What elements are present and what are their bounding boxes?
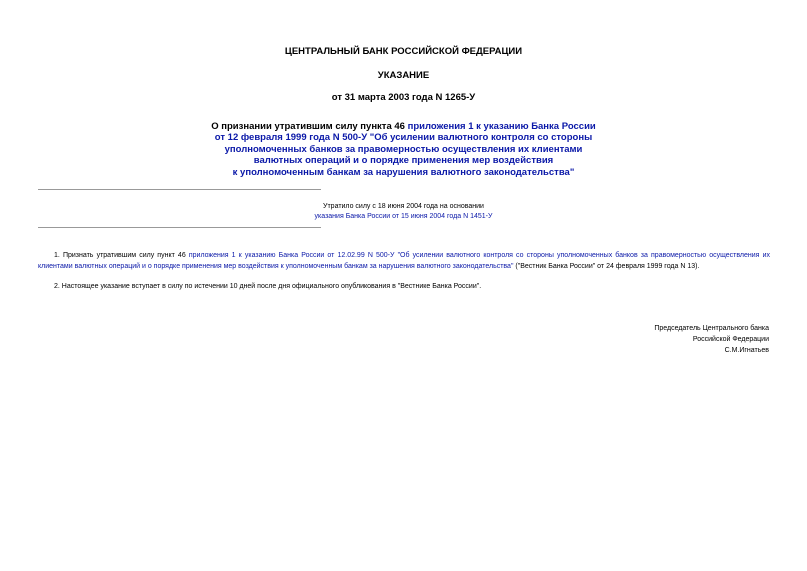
issuing-organization: ЦЕНТРАЛЬНЫЙ БАНК РОССИЙСКОЙ ФЕДЕРАЦИИ	[284, 46, 523, 57]
document-type: УКАЗАНИЕ	[377, 70, 430, 81]
document-title	[0, 121, 807, 178]
title-link[interactable]: уполномоченных банков за правомерностью осуществления их клиентами	[224, 143, 583, 155]
status-note: Утратило силу с 18 июня 2004 года на основании	[323, 203, 484, 210]
title-link[interactable]: от 12 февраля 1999 года N 500-У "Об усилении валютного контроля со стороны	[214, 132, 593, 144]
title-line	[0, 132, 807, 143]
paragraph-1-prefix: 1. Признать утратившим силу пункт 46	[54, 252, 189, 259]
title-line	[0, 121, 807, 132]
title-link[interactable]: к уполномоченным банкам за нарушения валютного законодательства"	[232, 166, 575, 178]
document-date-number: от 31 марта 2003 года N 1265-У	[331, 92, 476, 103]
title-line	[0, 155, 807, 166]
title-line	[0, 144, 807, 155]
paragraph-1	[38, 250, 770, 272]
paragraph-2: 2. Настоящее указание вступает в силу по истечении 10 дней после дня официального опубликования в "Вестнике Банка России".	[54, 283, 482, 290]
title-link[interactable]: валютных операций и о порядке применения мер воздействия	[253, 155, 554, 167]
status-link[interactable]: указания Банка России от 15 июня 2004 года N 1451-У	[314, 213, 493, 220]
divider-bottom	[38, 227, 321, 228]
title-line	[0, 167, 807, 178]
signatory-name: С.М.Игнатьев	[724, 347, 769, 354]
signatory-position-line-2: Российской Федерации	[692, 336, 769, 343]
signatory-position-line-1: Председатель Центрального банка	[654, 325, 769, 332]
title-link[interactable]: приложения 1 к указанию Банка России	[407, 121, 596, 132]
divider-top	[38, 189, 321, 190]
paragraph-1-suffix: ("Вестник Банка России" от 24 февраля 1999 года N 13).	[513, 263, 700, 270]
paragraph-1-link[interactable]: приложения 1 к указанию Банка России от 12.02.99 N 500-У "Об усилении валютного контроля со стороны уполномоченных банков за правомерностью осуществления их клиентами валютных операций и о порядке применения мер воздействия к уполномоченным банкам за нарушения валютного законодательства"	[38, 252, 770, 270]
title-text: О признании утратившим силу пункта 46	[211, 121, 408, 132]
